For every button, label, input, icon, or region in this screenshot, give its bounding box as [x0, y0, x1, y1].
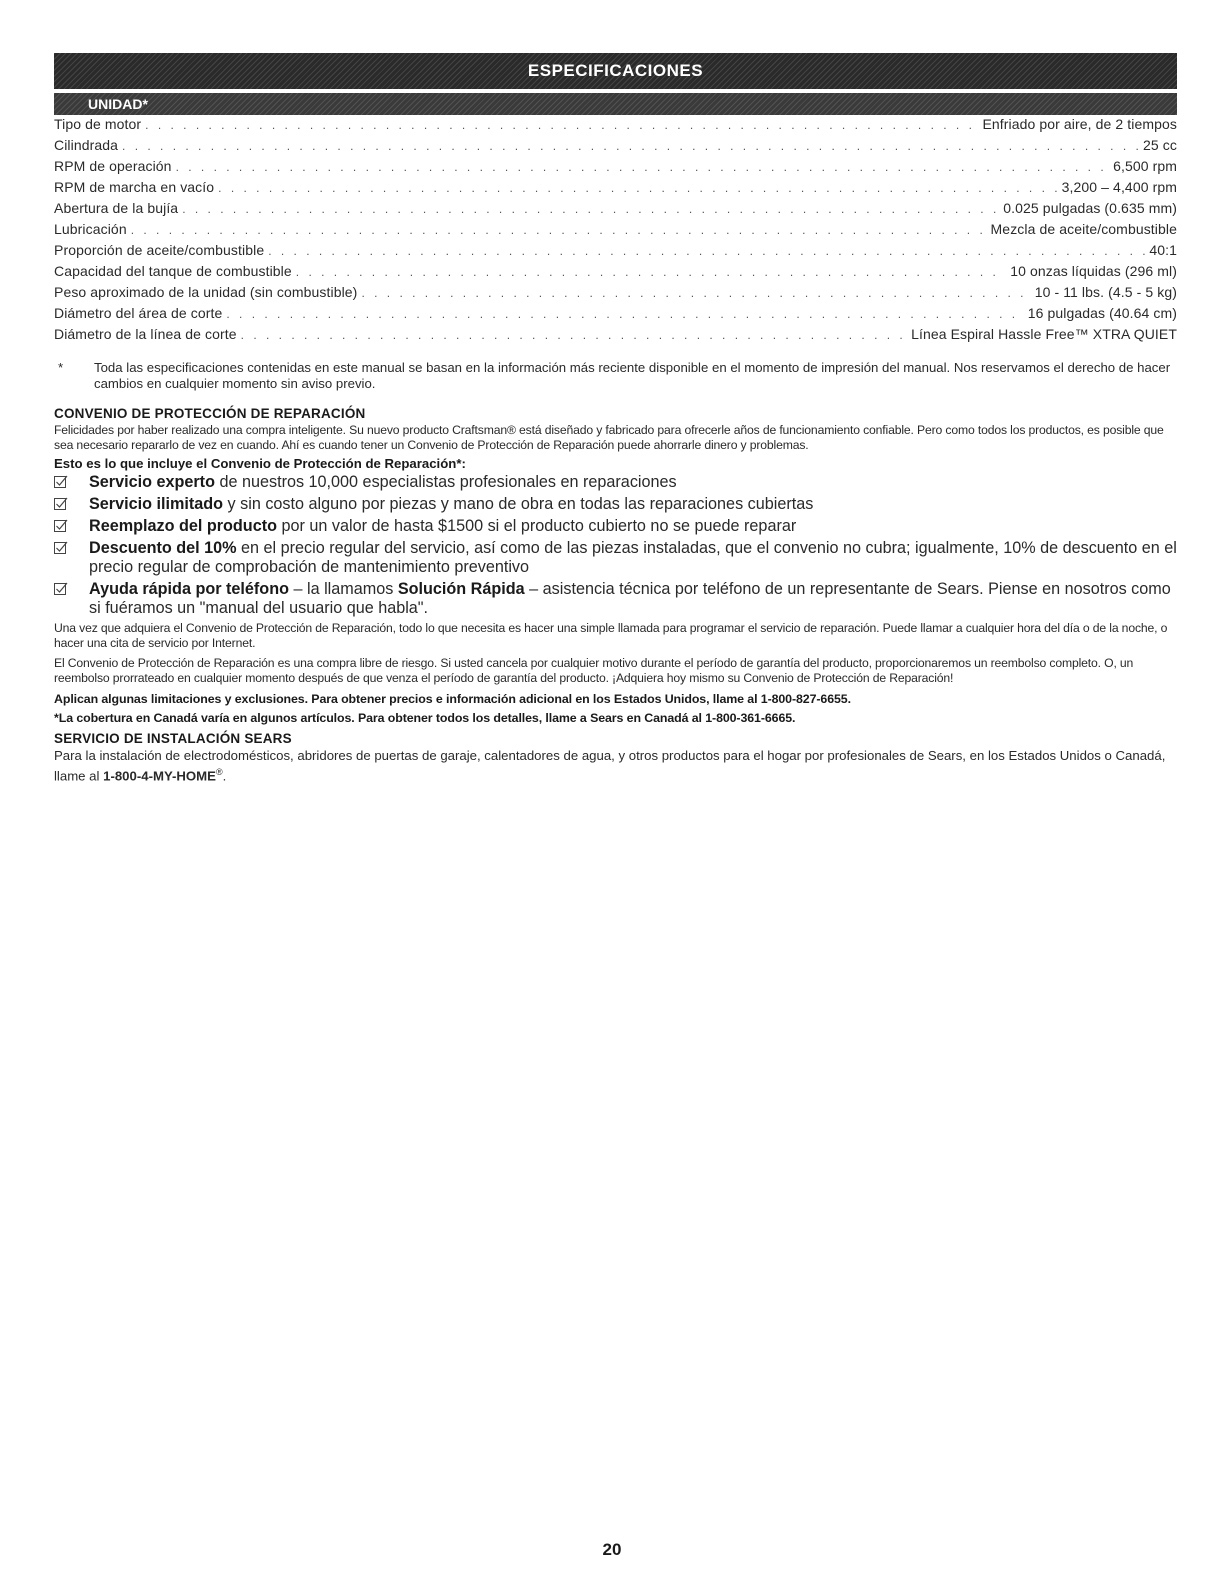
benefit-text: – la llamamos [288, 580, 398, 598]
spec-row [54, 137, 1177, 158]
dot-leader [241, 328, 907, 342]
installation-heading: SERVICIO DE INSTALACIÓN SEARS [54, 731, 292, 746]
dot-leader [131, 223, 987, 237]
repair-agreement-heading: CONVENIO DE PROTECCIÓN DE REPARACIÓN [54, 406, 366, 421]
spec-row [54, 305, 1177, 326]
spec-value: 10 - 11 lbs. (4.5 - 5 kg) [1034, 284, 1177, 300]
footnote-text: Toda las especificaciones contenidas en este manual se basan en la información más reciente disponible en el momento de impresión del manual. Nos reservamos el derecho de hacer cambios en cualquier momento sin aviso previo. [94, 360, 1171, 391]
spec-label: Proporción de aceite/combustible [54, 242, 265, 258]
spec-label: RPM de marcha en vacío [54, 179, 215, 195]
canada-note: *La cobertura en Canadá varía en algunos artículos. Para obtener todos los detalles, llame a Sears en Canadá al 1-800-361-6665. [54, 711, 796, 725]
spec-row [54, 116, 1177, 137]
checkbox-checked-icon [54, 517, 89, 536]
benefit-text: y sin costo alguno por piezas y mano de obra en todas las reparaciones cubiertas [223, 495, 814, 513]
spec-row [54, 284, 1177, 305]
unit-banner [54, 93, 1177, 115]
checkbox-checked-icon [54, 495, 89, 514]
spec-label: Tipo de motor [54, 116, 142, 132]
spec-value: 3,200 – 4,400 rpm [1061, 179, 1177, 195]
spec-label: RPM de operación [54, 158, 172, 174]
benefit-bold: Descuento del 10% [89, 539, 237, 557]
spec-label: Capacidad del tanque de combustible [54, 263, 292, 279]
dot-leader [218, 181, 1057, 195]
dot-leader [296, 265, 1006, 279]
spec-value: 16 pulgadas (40.64 cm) [1027, 305, 1177, 321]
spec-row [54, 221, 1177, 242]
spec-label: Cilindrada [54, 137, 119, 153]
benefit-bold-secondary: Solución Rápida [397, 580, 525, 598]
benefit-text: de nuestros 10,000 especialistas profesionales en reparaciones [214, 473, 677, 491]
spec-row [54, 242, 1177, 263]
benefit-text: por un valor de hasta $1500 si el producto cubierto no se puede reparar [276, 517, 797, 535]
spec-value: 0.025 pulgadas (0.635 mm) [1003, 200, 1177, 216]
spec-value: Enfriado por aire, de 2 tiempos [982, 116, 1177, 132]
footnote-asterisk: * [58, 360, 64, 375]
benefit-text-secondary: – asistencia técnica por teléfono de un representante de Sears. Piense en nosotros como si fuéramos un "manual del usuario que habla". [89, 580, 1171, 617]
spec-label: Abertura de la bujía [54, 200, 179, 216]
spec-value: Mezcla de aceite/combustible [990, 221, 1177, 237]
benefit-item [54, 517, 1177, 536]
unit-title: UNIDAD* [88, 96, 148, 112]
installation-paragraph [54, 748, 1177, 784]
spec-value: 40:1 [1149, 242, 1177, 258]
benefit-item [54, 580, 1177, 618]
spec-value: 25 cc [1143, 137, 1177, 153]
dot-leader [268, 244, 1145, 258]
spec-value: Línea Espiral Hassle Free™ XTRA QUIET [911, 326, 1177, 342]
benefit-text: en el precio regular del servicio, así como de las piezas instaladas, que el convenio no cubra; igualmente, 10% de descuento en el precio regular de comprobación de mantenimiento preventivo [89, 539, 1177, 576]
benefit-bold: Ayuda rápida por teléfono [89, 580, 289, 598]
benefit-bold: Reemplazo del producto [89, 517, 277, 535]
risk-free-paragraph: El Convenio de Protección de Reparación es una compra libre de riesgo. Si usted cancela por cualquier motivo durante el período de garantía del producto, proporcionaremos un reembolso completo. O, un reembolso prorrateado en cualquier momento después de que venza el período de garantía del producto. ¡Adquiera hoy mismo su Convenio de Protección de Reparación! [54, 656, 1134, 685]
registered-mark: ® [215, 767, 223, 777]
spec-value: 6,500 rpm [1113, 158, 1177, 174]
installation-end: . [222, 768, 227, 784]
limitations-note: Aplican algunas limitaciones y exclusiones. Para obtener precios e información adicional en los Estados Unidos, llame al 1-800-827-6655. [54, 692, 851, 706]
checkbox-checked-icon [54, 539, 89, 577]
spec-row [54, 263, 1177, 284]
page-number: 20 [602, 1540, 622, 1559]
spec-list [54, 116, 1177, 347]
spec-label: Lubricación [54, 221, 127, 237]
spec-footnote [54, 360, 1177, 392]
dot-leader [176, 160, 1110, 174]
dot-leader [145, 118, 978, 132]
installation-phone: 1-800-4-MY-HOME [103, 768, 216, 784]
specifications-banner [54, 53, 1177, 89]
spec-page [54, 53, 1177, 784]
installation-text: Para la instalación de electrodomésticos, abridores de puertas de garaje, calentadores de agua, y otros productos para el hogar por profesionales de Sears, en los Estados Unidos o Canadá, llame al [54, 748, 1166, 784]
benefit-item [54, 495, 1177, 514]
benefit-bold: Servicio ilimitado [89, 495, 224, 513]
dot-leader [226, 307, 1023, 321]
repair-agreement-intro: Felicidades por haber realizado una compra inteligente. Su nuevo producto Craftsman® está diseñado y fabricado para ofrecerle años de funcionamiento confiable. Pero como todos los productos, es posible que sea necesario repararlo de vez en cuando. Ahí es cuando tener un Convenio de Protección de Reparación puede ahorrarle dinero y problemas. [54, 423, 1164, 452]
includes-title: Esto es lo que incluye el Convenio de Protección de Reparación*: [54, 456, 466, 471]
spec-row [54, 158, 1177, 179]
dot-leader [122, 139, 1139, 153]
call-paragraph: Una vez que adquiera el Convenio de Protección de Reparación, todo lo que necesita es hacer una simple llamada para programar el servicio de reparación. Puede llamar a cualquier hora del día o de la noche, o hacer una cita de servicio por Internet. [54, 621, 1168, 650]
spec-label: Diámetro de la línea de corte [54, 326, 237, 342]
spec-row [54, 179, 1177, 200]
dot-leader [182, 202, 999, 216]
spec-value: 10 onzas líquidas (296 ml) [1010, 263, 1177, 279]
dot-leader [361, 286, 1030, 300]
spec-label: Diámetro del área de corte [54, 305, 223, 321]
spec-label: Peso aproximado de la unidad (sin combustible) [54, 284, 358, 300]
benefit-item [54, 539, 1177, 577]
benefit-bold: Servicio experto [89, 473, 215, 491]
checkbox-checked-icon [54, 473, 89, 492]
specifications-title: ESPECIFICACIONES [527, 61, 704, 80]
benefit-list [54, 473, 1177, 618]
spec-row [54, 200, 1177, 221]
checkbox-checked-icon [54, 580, 89, 618]
benefit-item [54, 473, 1177, 492]
spec-row [54, 326, 1177, 347]
